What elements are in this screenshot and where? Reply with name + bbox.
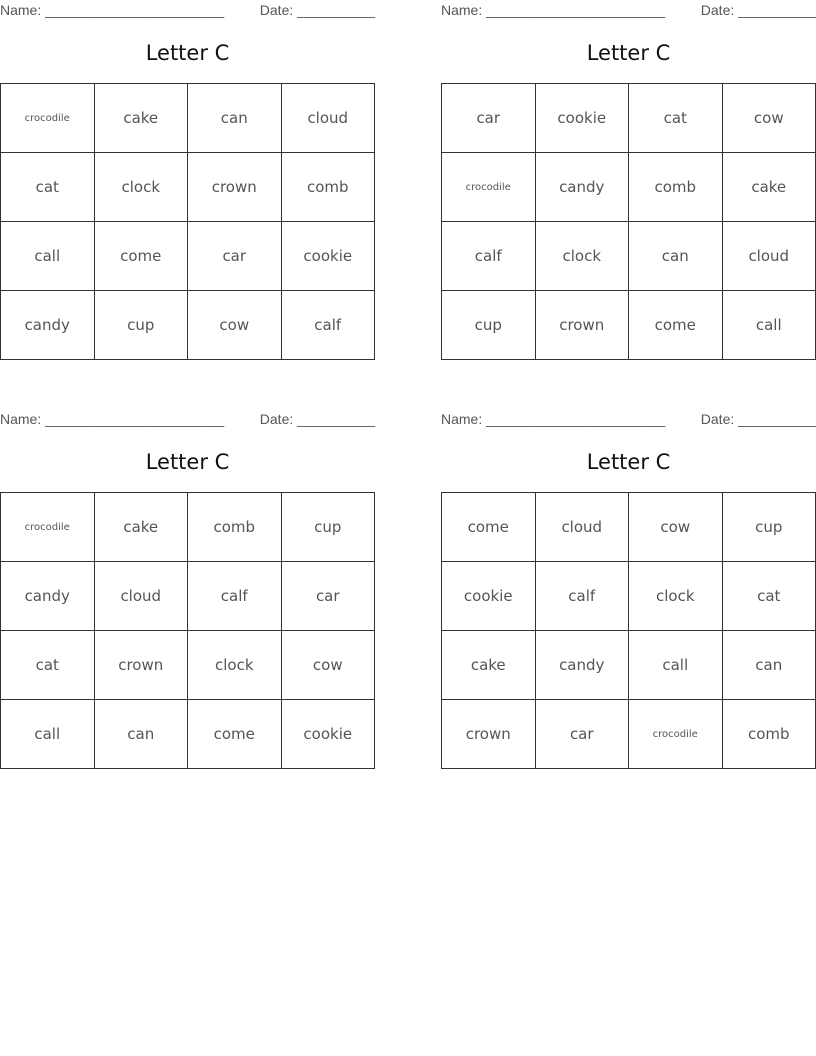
grid-row — [442, 84, 816, 153]
grid-cell: crown — [442, 700, 536, 769]
grid-cell: cow — [188, 291, 282, 360]
grid-cell: cake — [94, 493, 188, 562]
grid-cell: calf — [281, 291, 375, 360]
grid-cell: cup — [94, 291, 188, 360]
grid-cell: cup — [722, 493, 816, 562]
name-field-label: Name: _______________________ — [0, 2, 225, 18]
grid-cell: cat — [1, 631, 95, 700]
name-date-row — [0, 409, 375, 429]
grid-row — [1, 562, 375, 631]
grid-row — [1, 493, 375, 562]
grid-cell: car — [188, 222, 282, 291]
grid-cell: call — [1, 700, 95, 769]
grid-cell: cake — [722, 153, 816, 222]
grid-cell: crocodile — [442, 153, 536, 222]
grid-cell: cloud — [94, 562, 188, 631]
grid-cell: comb — [281, 153, 375, 222]
grid-cell: cookie — [442, 562, 536, 631]
grid-cell: can — [629, 222, 723, 291]
date-field-label: Date: __________ — [259, 2, 375, 18]
date-field-label: Date: __________ — [700, 2, 816, 18]
grid-cell: cookie — [535, 84, 629, 153]
grid-cell: come — [629, 291, 723, 360]
grid-cell: calf — [442, 222, 536, 291]
grid-cell: crown — [94, 631, 188, 700]
grid-row — [1, 84, 375, 153]
date-field-label: Date: __________ — [700, 411, 816, 427]
grid-cell: comb — [629, 153, 723, 222]
grid-cell: clock — [94, 153, 188, 222]
grid-cell: come — [94, 222, 188, 291]
grid-cell: candy — [535, 631, 629, 700]
name-field-label: Name: _______________________ — [441, 411, 666, 427]
grid-cell: can — [722, 631, 816, 700]
grid-cell: crocodile — [629, 700, 723, 769]
grid-row — [1, 222, 375, 291]
card-title: Letter C — [145, 41, 230, 65]
name-date-row — [0, 0, 375, 20]
name-date-row — [441, 409, 816, 429]
grid-cell: cup — [281, 493, 375, 562]
grid-cell: cup — [442, 291, 536, 360]
grid-cell: can — [188, 84, 282, 153]
grid-cell: car — [535, 700, 629, 769]
grid-cell: calf — [535, 562, 629, 631]
card-title: Letter C — [586, 41, 671, 65]
name-field-label: Name: _______________________ — [441, 2, 666, 18]
grid-cell: cow — [281, 631, 375, 700]
card-title: Letter C — [586, 450, 671, 474]
name-date-row — [441, 0, 816, 20]
grid-cell: cat — [722, 562, 816, 631]
name-field-label: Name: _______________________ — [0, 411, 225, 427]
grid-cell: candy — [1, 291, 95, 360]
grid-row — [442, 222, 816, 291]
grid-cell: crown — [188, 153, 282, 222]
grid-cell: cow — [722, 84, 816, 153]
bingo-grid — [441, 83, 816, 360]
grid-cell: call — [722, 291, 816, 360]
grid-cell: can — [94, 700, 188, 769]
grid-row — [442, 153, 816, 222]
grid-cell: cloud — [722, 222, 816, 291]
grid-cell: cake — [94, 84, 188, 153]
grid-cell: car — [281, 562, 375, 631]
grid-cell: crocodile — [1, 84, 95, 153]
grid-row — [442, 562, 816, 631]
grid-cell: candy — [1, 562, 95, 631]
bingo-grid — [0, 492, 375, 769]
grid-cell: calf — [188, 562, 282, 631]
grid-cell: cloud — [281, 84, 375, 153]
grid-cell: cow — [629, 493, 723, 562]
grid-cell: cloud — [535, 493, 629, 562]
grid-cell: crown — [535, 291, 629, 360]
grid-cell: cookie — [281, 222, 375, 291]
grid-cell: cat — [629, 84, 723, 153]
grid-row — [1, 631, 375, 700]
grid-row — [442, 700, 816, 769]
grid-row — [442, 493, 816, 562]
grid-cell: clock — [535, 222, 629, 291]
grid-cell: come — [442, 493, 536, 562]
grid-row — [1, 291, 375, 360]
grid-cell: cookie — [281, 700, 375, 769]
grid-cell: comb — [722, 700, 816, 769]
grid-row — [1, 700, 375, 769]
grid-cell: call — [629, 631, 723, 700]
grid-cell: come — [188, 700, 282, 769]
bingo-grid — [0, 83, 375, 360]
grid-cell: car — [442, 84, 536, 153]
grid-cell: cake — [442, 631, 536, 700]
bingo-grid — [441, 492, 816, 769]
card-title: Letter C — [145, 450, 230, 474]
grid-cell: clock — [629, 562, 723, 631]
grid-cell: call — [1, 222, 95, 291]
grid-cell: clock — [188, 631, 282, 700]
grid-row — [442, 291, 816, 360]
grid-row — [442, 631, 816, 700]
date-field-label: Date: __________ — [259, 411, 375, 427]
grid-cell: comb — [188, 493, 282, 562]
grid-cell: cat — [1, 153, 95, 222]
grid-cell: candy — [535, 153, 629, 222]
grid-cell: crocodile — [1, 493, 95, 562]
grid-row — [1, 153, 375, 222]
